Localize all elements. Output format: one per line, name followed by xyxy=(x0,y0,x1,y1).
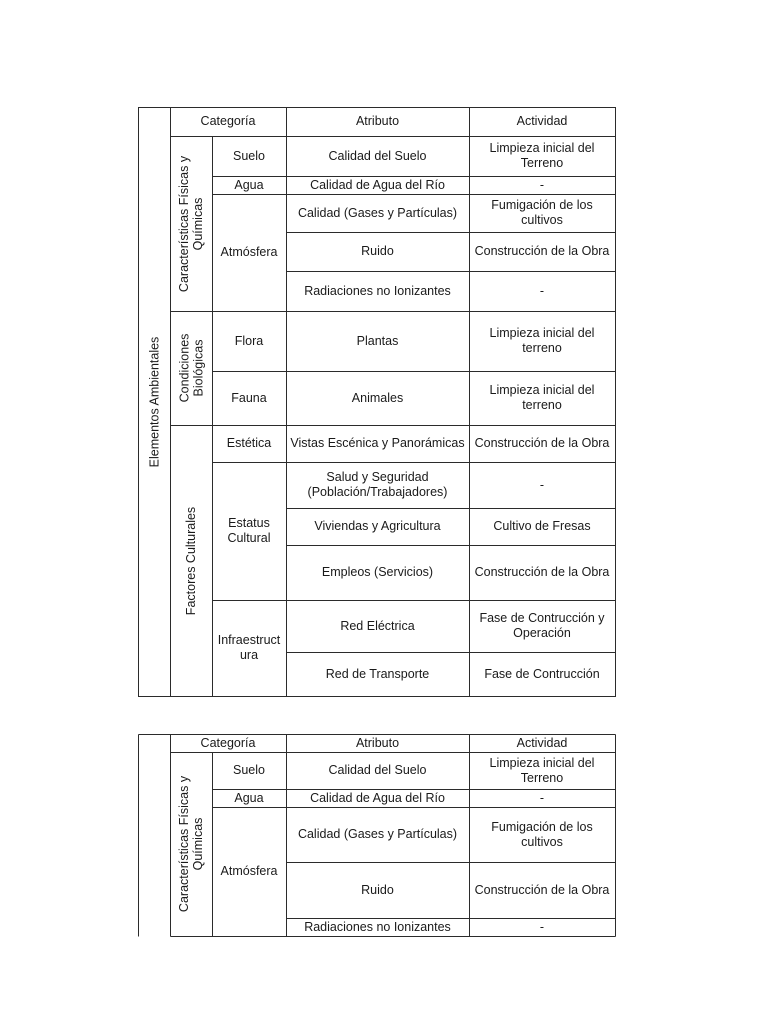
table-1-attribute-cell: Empleos (Servicios) xyxy=(321,565,434,579)
table-1-attribute-cell: Viviendas y Agricultura xyxy=(314,519,441,533)
table-1-activity-cell: - xyxy=(539,283,545,298)
table-2-attribute-cell: Calidad (Gases y Partículas) xyxy=(297,827,458,841)
table-2-activity-cell: Fumigación de los cultivos xyxy=(491,819,593,849)
table-2-category-cell: Suelo xyxy=(233,763,265,777)
table-1-activity-cell: Limpieza inicial del terreno xyxy=(489,383,595,412)
table-2-attribute-cell: Calidad del Suelo xyxy=(328,763,427,777)
table-2-header-category: Categoría xyxy=(200,735,256,750)
table-1-attribute-cell: Plantas xyxy=(356,333,399,348)
table-1-activity-cell: Construcción de la Obra xyxy=(474,565,610,579)
table-1-activity-cell: Construcción de la Obra xyxy=(474,244,610,258)
table-2-group-label: Características Físicas y Químicas xyxy=(177,775,206,913)
table-1-attribute-cell: Vistas Escénica y Panorámicas xyxy=(290,436,465,450)
table-1-attribute-cell: Red de Transporte xyxy=(325,666,430,681)
table-1-activity-cell: Fumigación de los cultivos xyxy=(491,198,593,227)
table-1-activity-cell: Cultivo de Fresas xyxy=(493,519,591,533)
table-1-activity-cell: Limpieza inicial del Terreno xyxy=(489,141,595,170)
table-1-attribute-cell: Calidad (Gases y Partículas) xyxy=(297,205,458,220)
table-1-activity-cell: - xyxy=(539,477,545,492)
table-1-category-cell: Infraestruct ura xyxy=(217,633,281,662)
table-2-header-attribute: Atributo xyxy=(355,735,400,750)
table-1-category-cell: Flora xyxy=(234,333,264,348)
table-2-group-cell xyxy=(170,752,212,936)
table-1-attribute-cell: Animales xyxy=(351,390,404,405)
table-1-category-cell: Estética xyxy=(226,436,272,450)
table-1-group-label: Características Físicas y Químicas xyxy=(177,155,206,292)
table-1-attribute-cell: Calidad del Suelo xyxy=(328,148,427,163)
table-1-activity-cell: Construcción de la Obra xyxy=(474,436,610,450)
table-1-activity-cell: Fase de Contrucción xyxy=(484,666,600,681)
table-2-header-activity: Actividad xyxy=(516,735,568,750)
table-2-attribute-cell: Ruido xyxy=(361,882,394,897)
table-1-group-label: Condiciones Biológicas xyxy=(177,333,206,403)
table-1-attribute-cell: Radiaciones no Ionizantes xyxy=(304,283,451,298)
table-2-activity-cell: - xyxy=(539,919,545,934)
table-1-attribute-cell: Salud y Seguridad (Población/Trabajadores) xyxy=(307,470,448,499)
table-1-activity-cell: - xyxy=(539,177,545,192)
table-1-activity-cell: Fase de Contrucción y Operación xyxy=(479,611,605,640)
table-2-activity-cell: Limpieza inicial del Terreno xyxy=(489,755,595,785)
table-1-category-cell: Fauna xyxy=(231,390,267,405)
table-2-activity-cell: - xyxy=(539,790,545,805)
table-1-attribute-cell: Red Eléctrica xyxy=(340,618,415,633)
table-1-outer-label: Elementos Ambientales xyxy=(147,336,162,467)
table-1-activity-cell: Limpieza inicial del terreno xyxy=(489,326,595,355)
table-2-category-cell: Atmósfera xyxy=(220,864,278,878)
table-1-attribute-cell: Ruido xyxy=(361,244,394,258)
table-2-attribute-cell: Calidad de Agua del Río xyxy=(310,790,445,805)
table-1-header-activity: Actividad xyxy=(516,114,568,128)
table-2-attribute-cell: Radiaciones no Ionizantes xyxy=(304,919,451,934)
table-1-category-cell: Estatus Cultural xyxy=(227,516,271,545)
table-2-activity-cell: Construcción de la Obra xyxy=(474,882,610,897)
table-1-group-label: Factores Culturales xyxy=(184,506,198,615)
table-1-header-category: Categoría xyxy=(200,114,256,128)
table-2-category-cell: Agua xyxy=(234,790,264,805)
table-1-category-cell: Atmósfera xyxy=(220,245,278,259)
table-1-attribute-cell: Calidad de Agua del Río xyxy=(310,177,445,192)
table-1-category-cell: Suelo xyxy=(233,148,265,163)
table-1-category-cell: Agua xyxy=(234,177,264,192)
table-1-header-attribute: Atributo xyxy=(355,114,400,128)
